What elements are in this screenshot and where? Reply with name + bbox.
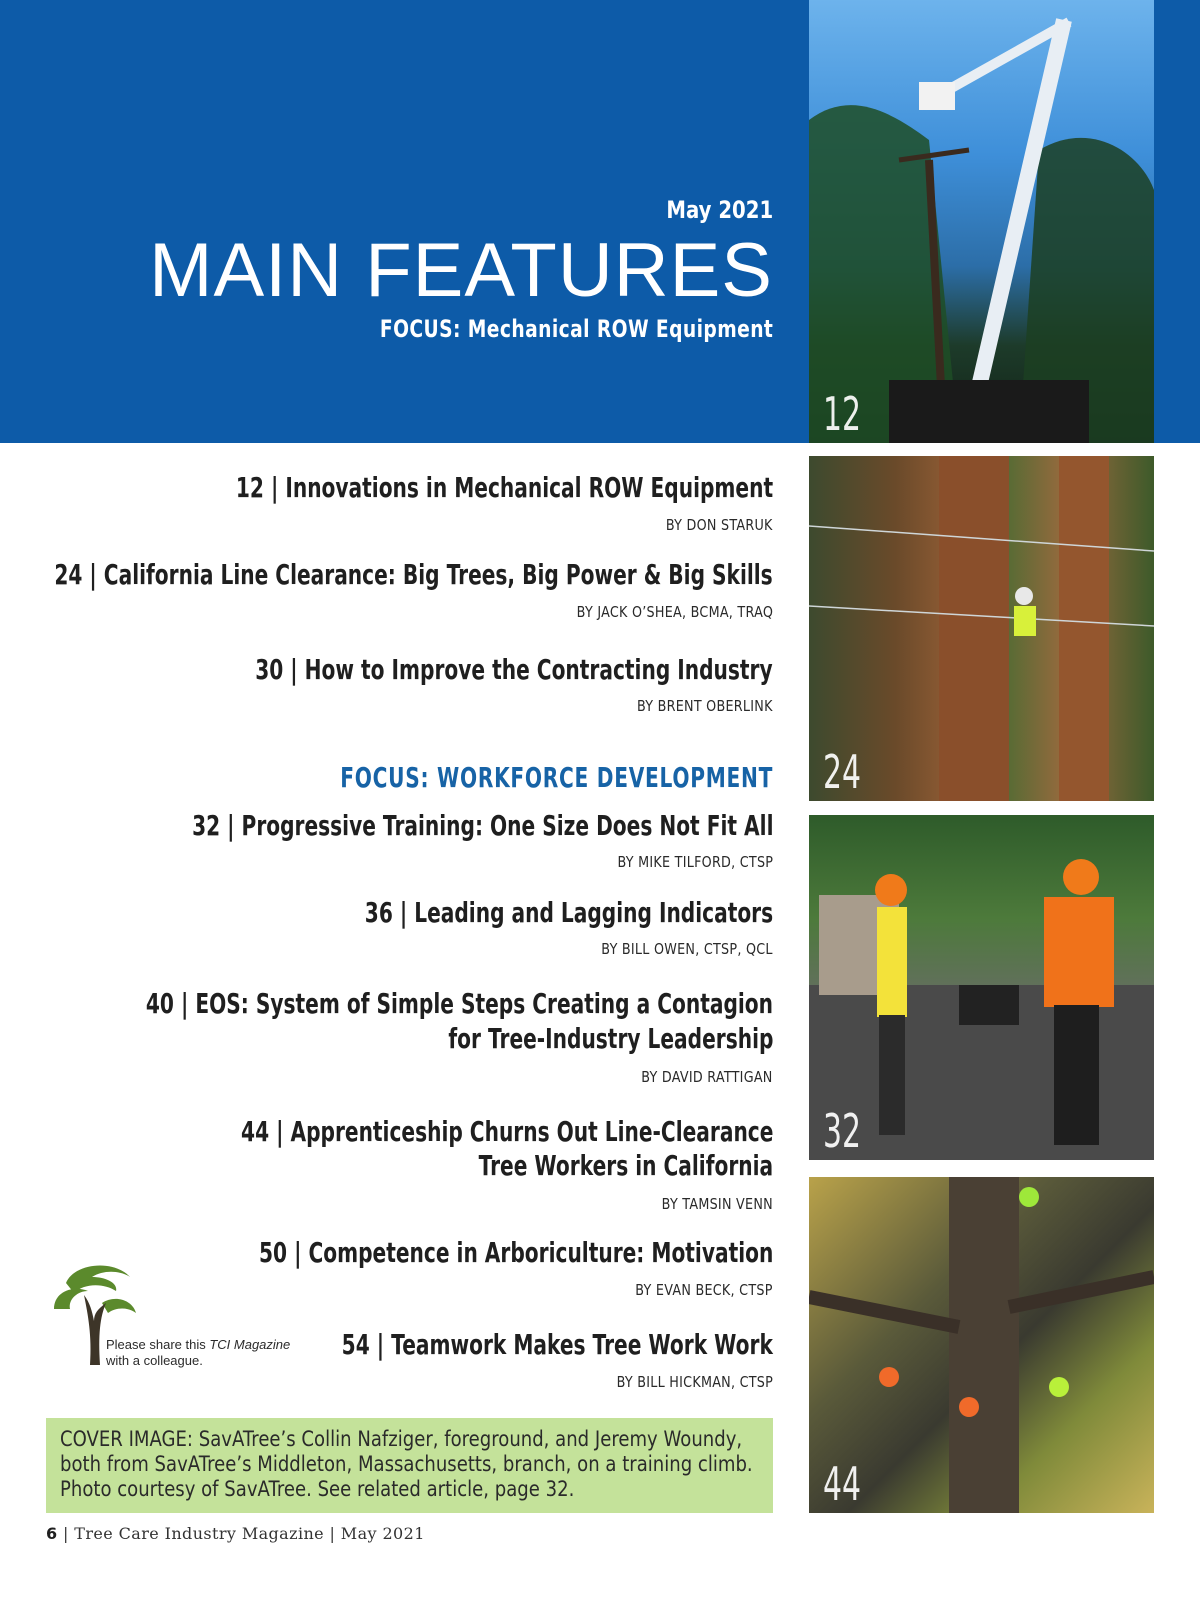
page-number: 6	[46, 1524, 58, 1543]
cover-caption-box	[46, 1418, 773, 1513]
photo-climbing-tree	[809, 1177, 1154, 1513]
article-byline: BY BILL HICKMAN, CTSP	[616, 1373, 773, 1391]
photo-page-number: 24	[823, 745, 862, 799]
article-title[interactable]: 12 | Innovations in Mechanical ROW Equipment	[235, 471, 773, 504]
share-block	[44, 1255, 304, 1368]
article-title[interactable]: 50 | Competence in Arboriculture: Motivation	[258, 1236, 773, 1269]
article-byline: BY BILL OWEN, CTSP, QCL	[601, 940, 773, 958]
article-title-continued[interactable]: for Tree-Industry Leadership	[447, 1022, 773, 1055]
article-title[interactable]: 44 | Apprenticeship Churns Out Line-Clearance	[240, 1115, 773, 1148]
article-title[interactable]: 54 | Teamwork Makes Tree Work Work	[341, 1328, 773, 1361]
share-text	[106, 1337, 290, 1369]
article-byline: BY TAMSIN VENN	[661, 1195, 773, 1213]
article-byline: BY JACK O’SHEA, BCMA, TRAQ	[576, 603, 773, 621]
section-heading: FOCUS: WORKFORCE DEVELOPMENT	[340, 761, 773, 794]
article-title[interactable]: 24 | California Line Clearance: Big Trees, Big Power & Big Skills	[54, 558, 773, 591]
focus-title: FOCUS: Mechanical ROW Equipment	[379, 315, 773, 343]
footer-text: | Tree Care Industry Magazine | May 2021	[57, 1524, 425, 1543]
photo-page-number: 32	[823, 1104, 862, 1158]
issue-date: May 2021	[666, 196, 773, 224]
share-magazine-name: TCI Magazine	[209, 1337, 291, 1352]
article-title-continued[interactable]: Tree Workers in California	[478, 1149, 773, 1182]
photo-page-number: 44	[823, 1457, 862, 1511]
photo-tree-climber	[809, 456, 1154, 801]
share-line-2: with a colleague.	[106, 1353, 203, 1368]
page-footer	[46, 1524, 425, 1543]
photo-bucket-truck	[809, 0, 1154, 443]
header-right-strip	[1154, 0, 1200, 443]
article-title[interactable]: 36 | Leading and Lagging Indicators	[364, 896, 773, 929]
share-line-1: Please share this	[106, 1337, 210, 1352]
article-title[interactable]: 30 | How to Improve the Contracting Industry	[255, 653, 773, 686]
article-byline: BY EVAN BECK, CTSP	[635, 1281, 773, 1299]
article-title[interactable]: 40 | EOS: System of Simple Steps Creating a Contagion	[145, 987, 773, 1020]
article-byline: BY BRENT OBERLINK	[637, 697, 773, 715]
article-byline: BY DON STARUK	[666, 516, 773, 534]
photo-page-number: 12	[823, 387, 862, 441]
page-title: MAIN FEATURES	[149, 228, 773, 313]
article-byline: BY MIKE TILFORD, CTSP	[617, 853, 773, 871]
cover-caption: COVER IMAGE: SavATree’s Collin Nafziger, foreground, and Jeremy Woundy, both from SavATree’s Middleton, Massachusetts, branch, on a training climb. Photo courtesy of SavATree. See related article, page 32.	[60, 1427, 753, 1501]
photo-training-crew	[809, 815, 1154, 1160]
article-byline: BY DAVID RATTIGAN	[641, 1068, 773, 1086]
article-title[interactable]: 32 | Progressive Training: One Size Does Not Fit All	[191, 809, 773, 842]
